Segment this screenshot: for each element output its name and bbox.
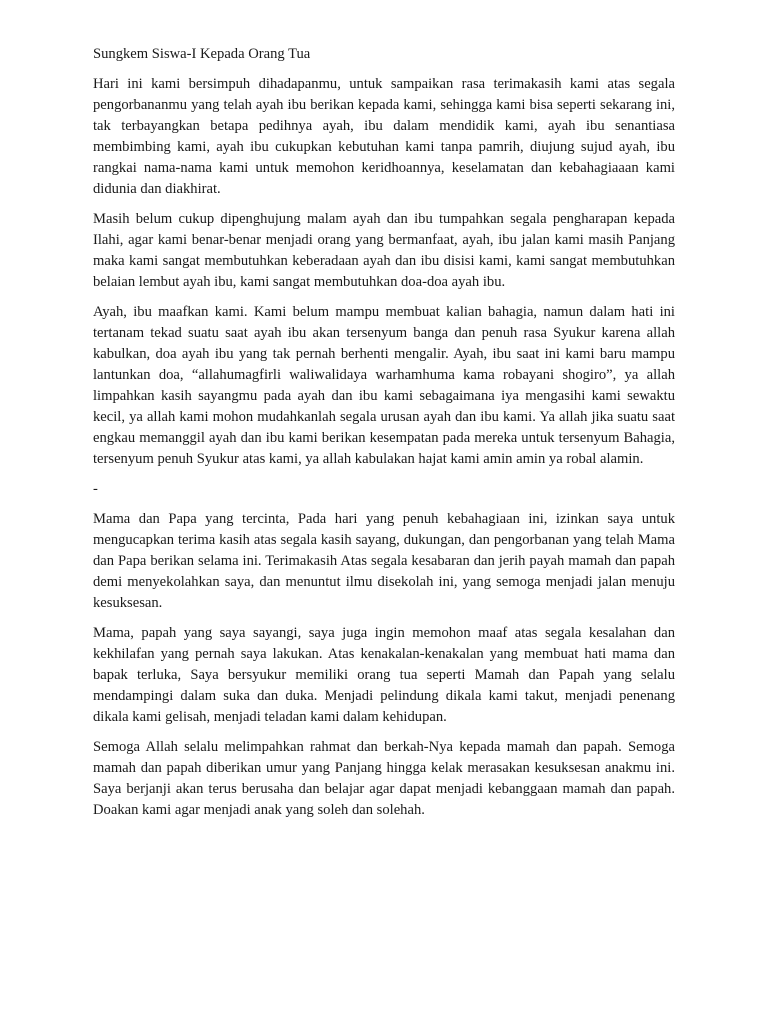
document-title: Sungkem Siswa-I Kepada Orang Tua	[93, 46, 311, 62]
paragraph-6: Semoga Allah selalu melimpahkan rahmat dan berkah-Nya kepada mamah dan papah. Semoga mamah dan papah diberikan umur yang Panjang hingga kelak merasakan kesuksesan anakmu ini. Saya berjanji akan terus berusaha dan belajar agar dapat menjadi kebanggaan mamah dan papah. Doakan kami agar menjadi anak yang soleh dan solehah.	[93, 739, 675, 818]
paragraph-2: Masih belum cukup dipenghujung malam ayah dan ibu tumpahkan segala pengharapan kepada Ilahi, agar kami benar-benar menjadi orang yang bermanfaat, ayah, ibu jalan kami masih Panjang maka kami sangat membutuhkan keberadaan ayah dan ibu disisi kami, kami sangat membutuhkan belaian lembut ayah ibu, kami sangat membutuhkan doa-doa ayah ibu.	[93, 211, 675, 290]
paragraph-1: Hari ini kami bersimpuh dihadapanmu, untuk sampaikan rasa terimakasih kami atas segala pengorbananmu yang telah ayah ibu berikan kepada kami, sehingga kami bisa seperti sekarang ini, tak terbayangkan betapa pedihnya ayah, ibu dalam mendidik kami, ayah ibu senantiasa membimbing kami, ayah ibu cukupkan kebutuhan kami tanpa pamrih, diujung sujud ayah, ibu rangkai nama-nama kami untuk memohon keridhoannya, keselamatan dan kebahagiaaan kami didunia dan diakhirat.	[93, 76, 675, 197]
section-separator: -	[93, 481, 98, 497]
paragraph-4: Mama dan Papa yang tercinta, Pada hari yang penuh kebahagiaan ini, izinkan saya untuk mengucapkan terima kasih atas segala kasih sayang, dukungan, dan pengorbanan yang telah Mama dan Papa berikan selama ini. Terimakasih Atas segala kesabaran dan jerih payah mamah dan papah demi menyekolahkan saya, dan menuntut ilmu disekolah ini, yang semoga menjadi jalan menuju kesuksesan.	[93, 511, 675, 611]
document-page	[93, 44, 675, 830]
paragraph-5: Mama, papah yang saya sayangi, saya juga ingin memohon maaf atas segala kesalahan dan kekhilafan yang pernah saya lakukan. Atas kenakalan-kenakalan yang membuat hati mama dan bapak terluka, Saya bersyukur memiliki orang tua seperti Mamah dan Papah yang selalu mendampingi dalam suka dan duka. Menjadi pelindung dikala kami takut, menjadi penenang dikala kami gelisah, menjadi teladan kami dalam kehidupan.	[93, 625, 675, 725]
paragraph-3: Ayah, ibu maafkan kami. Kami belum mampu membuat kalian bahagia, namun dalam hati ini tertanam tekad suatu saat ayah ibu akan tersenyum banga dan penuh rasa Syukur karena allah kabulkan, doa ayah ibu yang tak pernah berhenti mengalir. Ayah, ibu saat ini kami baru mampu lantunkan doa, “allahumagfirli waliwalidaya warhamhuma kama robayani shogiro”, ya allah limpahkan kasih sayangmu pada ayah dan ibu kami sebagaimana iya mengasihi kami sewaktu kecil, ya allah kami mohon mudahkanlah segala urusan ayah dan ibu kami. Ya allah jika suatu saat engkau memanggil ayah dan ibu kami berikan kesempatan pada mereka untuk tersenyum Bahagia, tersenyum penuh Syukur atas kami, ya allah kabulakan hajat kami amin amin ya robal alamin.	[93, 304, 675, 467]
